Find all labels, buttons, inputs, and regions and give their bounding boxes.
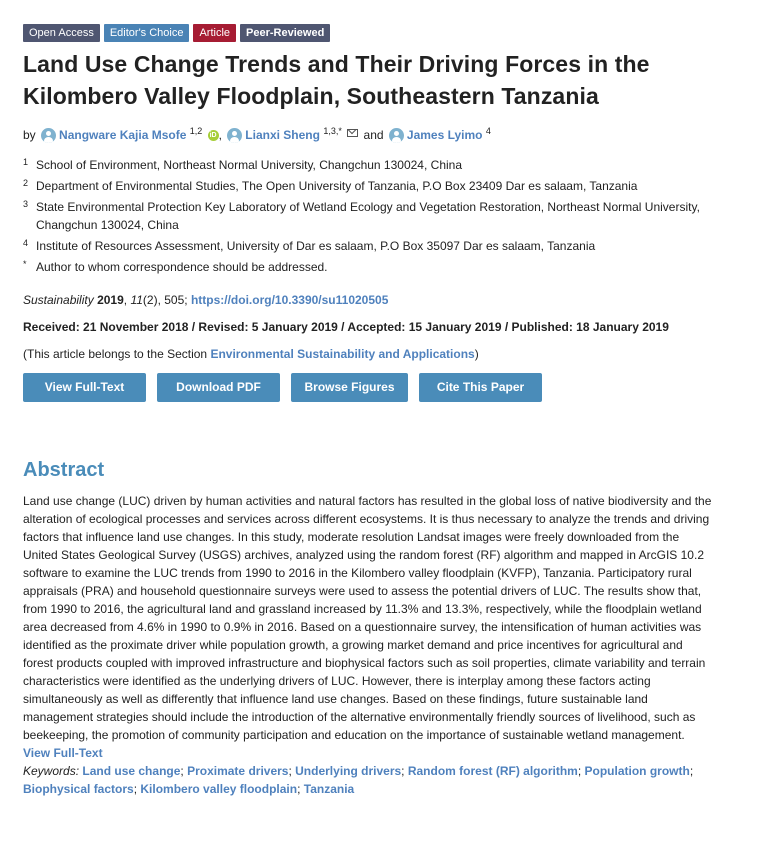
journal-name: Sustainability (23, 293, 94, 307)
author-link-msofe[interactable]: Nangware Kajia Msofe (59, 128, 187, 142)
keywords-label: Keywords: (23, 764, 80, 778)
author-affil-sup: 1,3,* (323, 126, 342, 136)
publication-dates: Received: 21 November 2018 / Revised: 5 January 2019 / Accepted: 15 January 2019 / Published: 18 January 2019 (23, 320, 669, 334)
keyword-list: Keywords: Land use change; Proximate drivers; Underlying drivers; Random forest (RF) algorithm; Population growth; Biophysical factors; Kilombero valley floodplain; Tanzania (23, 764, 694, 796)
citation-volume: 11 (130, 293, 143, 307)
affiliation-list (23, 156, 713, 276)
badge-article: Article (193, 24, 236, 42)
citation-line: Sustainability 2019, 11(2), 505; https://doi.org/10.3390/su11020505 (23, 293, 389, 307)
keyword-link[interactable]: Random forest (RF) algorithm (407, 764, 578, 778)
keyword-link[interactable]: Proximate drivers (187, 764, 289, 778)
keyword-link[interactable]: Tanzania (303, 782, 355, 796)
citation-issue: (2), 505; (142, 293, 191, 307)
abstract-text: Land use change (LUC) driven by human activities and natural factors has resulted in the global loss of native biodiversity and the alteration of ecological processes and services across different ecosystems. It is thus necessary to analyze the trends and driving factors that influence land use changes. In this study, moderate resolution Landsat images were freely downloaded from the United States Geological Survey (USGS) archives, analyzed using the random forest (RF) algorithm and mapped in ArcGIS 10.2 software to examine the LUC trends from 1990 to 2016 in the Kilombero valley floodplain (KVFP), Tanzania. Participatory rural appraisals (PRA) and household questionnaire surveys were used to assess the potential drivers of LUC. The results show that, from 1990 to 2016, the agricultural land and grassland increased by 11.3% and 13.3%, respectively, while the floodplain wetland area decreased from 4.6% in 1990 to 0.9% in 2016. Based on a questionnaire survey, the intensification of human activities was identified as the proximate driver while population growth, a growing market demand and price incentives for agricultural and forest products coupled with improved infrastructure and biophysical factors such as soil properties, climate variability and terrain characteristics were identified as the underlying drivers of LUC. However, there is interplay among these factors acting simultaneously as well as differently that influence land use changes. Based on these findings, future sustainable land management strategies should include the introduction of the alternative environmentally friendly sources of livelihood, such as beekeeping, the promotion of community participation and education on the importance of sustainable wetland management. (23, 494, 712, 742)
affiliation-item (23, 198, 713, 234)
keyword-link[interactable]: Kilombero valley floodplain (140, 782, 298, 796)
abstract-heading: Abstract (23, 459, 105, 481)
affiliation-text: School of Environment, Northeast Normal University, Changchun 130024, China (36, 158, 462, 172)
badge-peer-reviewed[interactable]: Peer-Reviewed (240, 24, 330, 42)
citation-year: 2019 (97, 293, 124, 307)
article-title: Land Use Change Trends and Their Driving Forces in the Kilombero Valley Floodplain, Southeastern Tanzania (23, 51, 650, 109)
affiliation-number: 1 (23, 157, 29, 167)
author-link-lyimo[interactable]: James Lyimo (406, 128, 483, 142)
badge-editors-choice[interactable]: Editor's Choice (104, 24, 190, 42)
cite-paper-button[interactable]: Cite This Paper (419, 373, 542, 402)
affiliation-item (23, 156, 713, 174)
person-icon[interactable] (41, 128, 56, 143)
author-affil-sup: 1,2 (189, 126, 203, 136)
keyword-link[interactable]: Population growth (584, 764, 690, 778)
article-header (23, 24, 713, 798)
author-list: by Nangware Kajia Msofe $^{1,2}$ iD , Lianxi Sheng $^{1,3,*}$ and James Lyimo $^4$ (23, 126, 491, 142)
affiliation-number: 3 (23, 199, 29, 209)
doi-link[interactable]: https://doi.org/10.3390/su11020505 (190, 293, 389, 307)
affiliation-text: Author to whom correspondence should be addressed. (36, 260, 328, 274)
affiliation-number: 2 (23, 178, 29, 188)
badge-open-access: Open Access (23, 24, 100, 42)
affiliation-text: Department of Environmental Studies, The Open University of Tanzania, P.O Box 23409 Dar es salaam, Tanzania (36, 179, 638, 193)
affiliation-item (23, 177, 713, 195)
section-note (23, 345, 713, 363)
email-icon[interactable] (347, 129, 358, 137)
view-full-text-button[interactable]: View Full-Text (23, 373, 146, 402)
orcid-icon[interactable]: iD (209, 132, 217, 140)
affiliation-number: 4 (23, 238, 29, 248)
person-icon[interactable] (389, 128, 404, 143)
person-icon[interactable] (227, 128, 242, 143)
affiliation-item (23, 237, 713, 255)
abstract-full-text-link[interactable]: View Full-Text (23, 746, 103, 760)
badge-row (23, 24, 713, 42)
section-link[interactable]: Environmental Sustainability and Applications (210, 347, 475, 361)
keyword-link[interactable]: Biophysical factors (23, 782, 134, 796)
download-pdf-button[interactable]: Download PDF (157, 373, 280, 402)
author-link-sheng[interactable]: Lianxi Sheng (245, 128, 320, 142)
by-label: by (23, 128, 36, 142)
section-prefix: (This article belongs to the Section (23, 347, 211, 361)
affiliation-number: * (23, 259, 27, 269)
author-affil-sup: 4 (485, 126, 491, 136)
action-buttons (23, 373, 713, 402)
browse-figures-button[interactable]: Browse Figures (291, 373, 408, 402)
and-label: and (363, 128, 384, 142)
section-suffix: ) (474, 347, 479, 361)
abstract-body (23, 492, 713, 762)
affiliation-text: Institute of Resources Assessment, University of Dar es salaam, P.O Box 35097 Dar es salaam, Tanzania (36, 239, 596, 253)
affiliation-text: State Environmental Protection Key Laboratory of Wetland Ecology and Vegetation Restoration, Northeast Normal University, Changchun 130024, China (36, 200, 700, 232)
keyword-link[interactable]: Underlying drivers (295, 764, 402, 778)
affiliation-item (23, 258, 713, 276)
keyword-link[interactable]: Land use change (82, 764, 181, 778)
